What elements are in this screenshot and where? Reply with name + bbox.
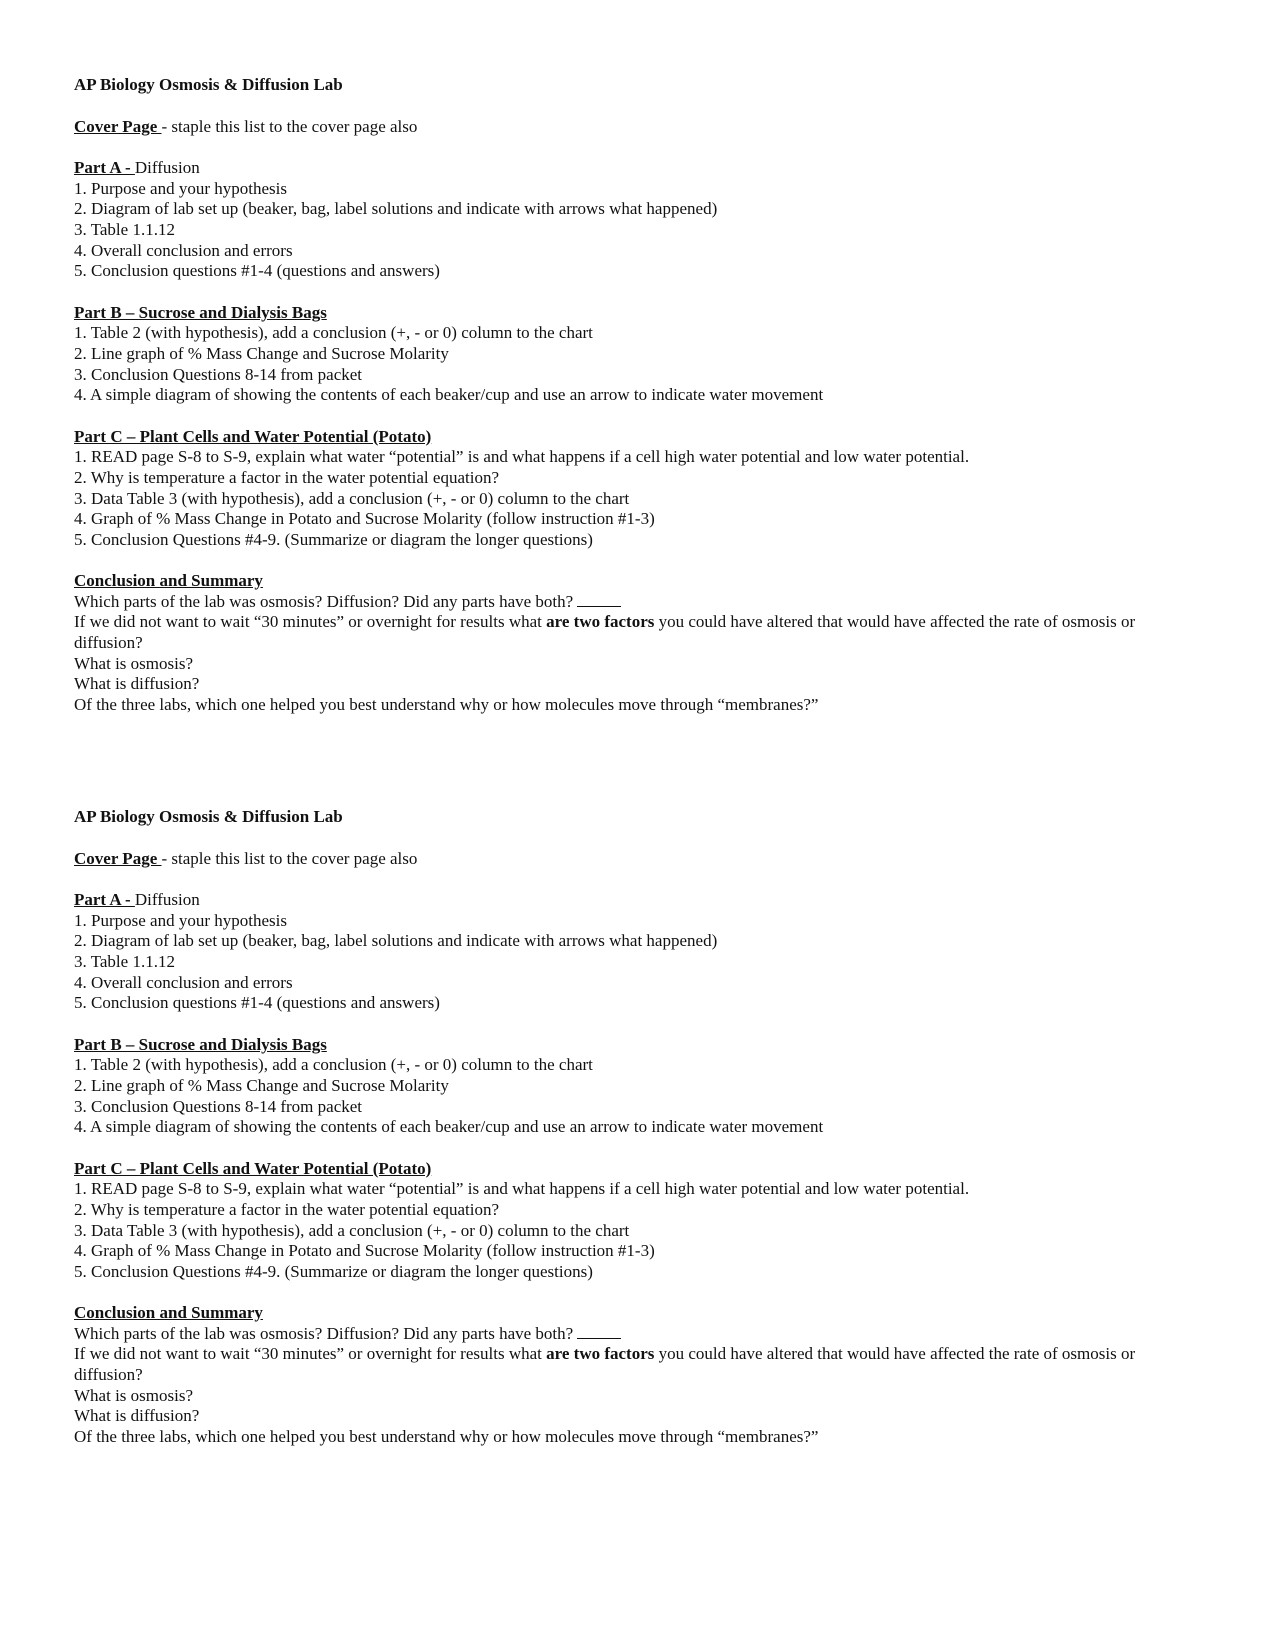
summary-question-5: Of the three labs, which one helped you best understand why or how molecules move through “membranes?”	[74, 1426, 819, 1446]
document-title: AP Biology Osmosis & Diffusion Lab	[74, 807, 343, 826]
list-item: 4. Overall conclusion and errors	[74, 240, 293, 260]
summary-question-3: What is osmosis?	[74, 1385, 193, 1405]
document-title: AP Biology Osmosis & Diffusion Lab	[74, 75, 343, 94]
list-item: 3. Data Table 3 (with hypothesis), add a conclusion (+, - or 0) column to the chart	[74, 1220, 630, 1240]
list-item: 4. Graph of % Mass Change in Potato and Sucrose Molarity (follow instruction #1-3)	[74, 509, 655, 529]
part-b-list	[74, 1055, 1194, 1137]
cover-page-note: - staple this list to the cover page also	[161, 116, 418, 136]
summary-question-1-text: Which parts of the lab was osmosis? Diffusion? Did any parts have both?	[74, 591, 578, 611]
part-c-heading: Part C – Plant Cells and Water Potential (Potato)	[74, 1158, 432, 1178]
summary-question-2	[74, 1344, 1194, 1385]
summary-question-2	[74, 612, 1194, 653]
list-item: 4. Overall conclusion and errors	[74, 972, 293, 992]
list-item: 1. Purpose and your hypothesis	[74, 178, 287, 198]
part-c-list	[74, 447, 1194, 550]
summary-question-1	[74, 592, 1194, 613]
part-a-list	[74, 911, 1194, 1014]
summary-question-2-start: If we did not want to wait “30 minutes” or overnight for results what	[74, 612, 547, 632]
cover-page-heading: Cover Page	[74, 848, 162, 868]
worksheet-copy-2	[74, 807, 1194, 1447]
list-item: 1. Table 2 (with hypothesis), add a conclusion (+, - or 0) column to the chart	[74, 1055, 593, 1075]
list-item: 1. READ page S-8 to S-9, explain what water “potential” is and what happens if a cell high water potential and low water potential.	[74, 447, 970, 467]
cover-page-section	[74, 117, 1194, 138]
part-a-subtitle: Diffusion	[134, 890, 200, 910]
answer-blank	[577, 593, 621, 607]
list-item: 2. Why is temperature a factor in the water potential equation?	[74, 467, 499, 487]
cover-page-heading: Cover Page	[74, 116, 162, 136]
list-item: 2. Line graph of % Mass Change and Sucrose Molarity	[74, 1075, 449, 1095]
conclusion-summary-heading: Conclusion and Summary	[74, 571, 263, 591]
summary-question-3: What is osmosis?	[74, 653, 193, 673]
part-a-list	[74, 179, 1194, 282]
list-item: 4. A simple diagram of showing the contents of each beaker/cup and use an arrow to indicate water movement	[74, 1117, 824, 1137]
conclusion-summary-section	[74, 1303, 1194, 1447]
summary-question-2-end: you could have altered that would have affected the rate of osmosis or diffusion?	[74, 1344, 1136, 1385]
list-item: 3. Data Table 3 (with hypothesis), add a conclusion (+, - or 0) column to the chart	[74, 488, 630, 508]
list-item: 2. Why is temperature a factor in the water potential equation?	[74, 1199, 499, 1219]
part-c-section	[74, 1159, 1194, 1283]
summary-question-2-start: If we did not want to wait “30 minutes” or overnight for results what	[74, 1344, 547, 1364]
summary-question-1	[74, 1324, 1194, 1345]
summary-question-2-emphasis: are two factors	[546, 612, 655, 632]
summary-question-5: Of the three labs, which one helped you best understand why or how molecules move through “membranes?”	[74, 694, 819, 714]
part-a-heading: Part A -	[74, 158, 135, 178]
list-item: 5. Conclusion questions #1-4 (questions and answers)	[74, 261, 440, 281]
list-item: 2. Diagram of lab set up (beaker, bag, label solutions and indicate with arrows what happened)	[74, 931, 718, 951]
list-item: 3. Table 1.1.12	[74, 219, 175, 239]
list-item: 2. Diagram of lab set up (beaker, bag, label solutions and indicate with arrows what happened)	[74, 199, 718, 219]
part-b-heading: Part B – Sucrose and Dialysis Bags	[74, 1034, 327, 1054]
part-a-subtitle: Diffusion	[134, 158, 200, 178]
part-b-heading: Part B – Sucrose and Dialysis Bags	[74, 302, 327, 322]
summary-question-1-text: Which parts of the lab was osmosis? Diffusion? Did any parts have both?	[74, 1323, 578, 1343]
list-item: 5. Conclusion Questions #4-9. (Summarize or diagram the longer questions)	[74, 529, 593, 549]
cover-page-section	[74, 849, 1194, 870]
list-item: 5. Conclusion questions #1-4 (questions and answers)	[74, 993, 440, 1013]
summary-question-2-emphasis: are two factors	[546, 1344, 655, 1364]
list-item: 1. Purpose and your hypothesis	[74, 910, 287, 930]
part-c-list	[74, 1179, 1194, 1282]
answer-blank	[577, 1325, 621, 1339]
summary-question-2-end: you could have altered that would have affected the rate of osmosis or diffusion?	[74, 612, 1136, 653]
part-c-heading: Part C – Plant Cells and Water Potential (Potato)	[74, 426, 432, 446]
part-b-section	[74, 1035, 1194, 1138]
list-item: 1. Table 2 (with hypothesis), add a conclusion (+, - or 0) column to the chart	[74, 323, 593, 343]
worksheet-copy-1	[74, 75, 1194, 715]
cover-page-note: - staple this list to the cover page also	[161, 848, 418, 868]
summary-question-4: What is diffusion?	[74, 674, 200, 694]
list-item: 3. Conclusion Questions 8-14 from packet	[74, 364, 363, 384]
part-b-list	[74, 323, 1194, 405]
part-a-heading: Part A -	[74, 890, 135, 910]
list-item: 4. Graph of % Mass Change in Potato and Sucrose Molarity (follow instruction #1-3)	[74, 1241, 655, 1261]
list-item: 4. A simple diagram of showing the contents of each beaker/cup and use an arrow to indicate water movement	[74, 385, 824, 405]
summary-question-4: What is diffusion?	[74, 1406, 200, 1426]
conclusion-summary-heading: Conclusion and Summary	[74, 1303, 263, 1323]
list-item: 1. READ page S-8 to S-9, explain what water “potential” is and what happens if a cell high water potential and low water potential.	[74, 1179, 970, 1199]
part-a-section	[74, 890, 1194, 1014]
conclusion-summary-section	[74, 571, 1194, 715]
part-c-section	[74, 427, 1194, 551]
list-item: 3. Table 1.1.12	[74, 951, 175, 971]
part-b-section	[74, 303, 1194, 406]
list-item: 2. Line graph of % Mass Change and Sucrose Molarity	[74, 343, 449, 363]
part-a-section	[74, 158, 1194, 282]
list-item: 3. Conclusion Questions 8-14 from packet	[74, 1096, 363, 1116]
list-item: 5. Conclusion Questions #4-9. (Summarize or diagram the longer questions)	[74, 1261, 593, 1281]
